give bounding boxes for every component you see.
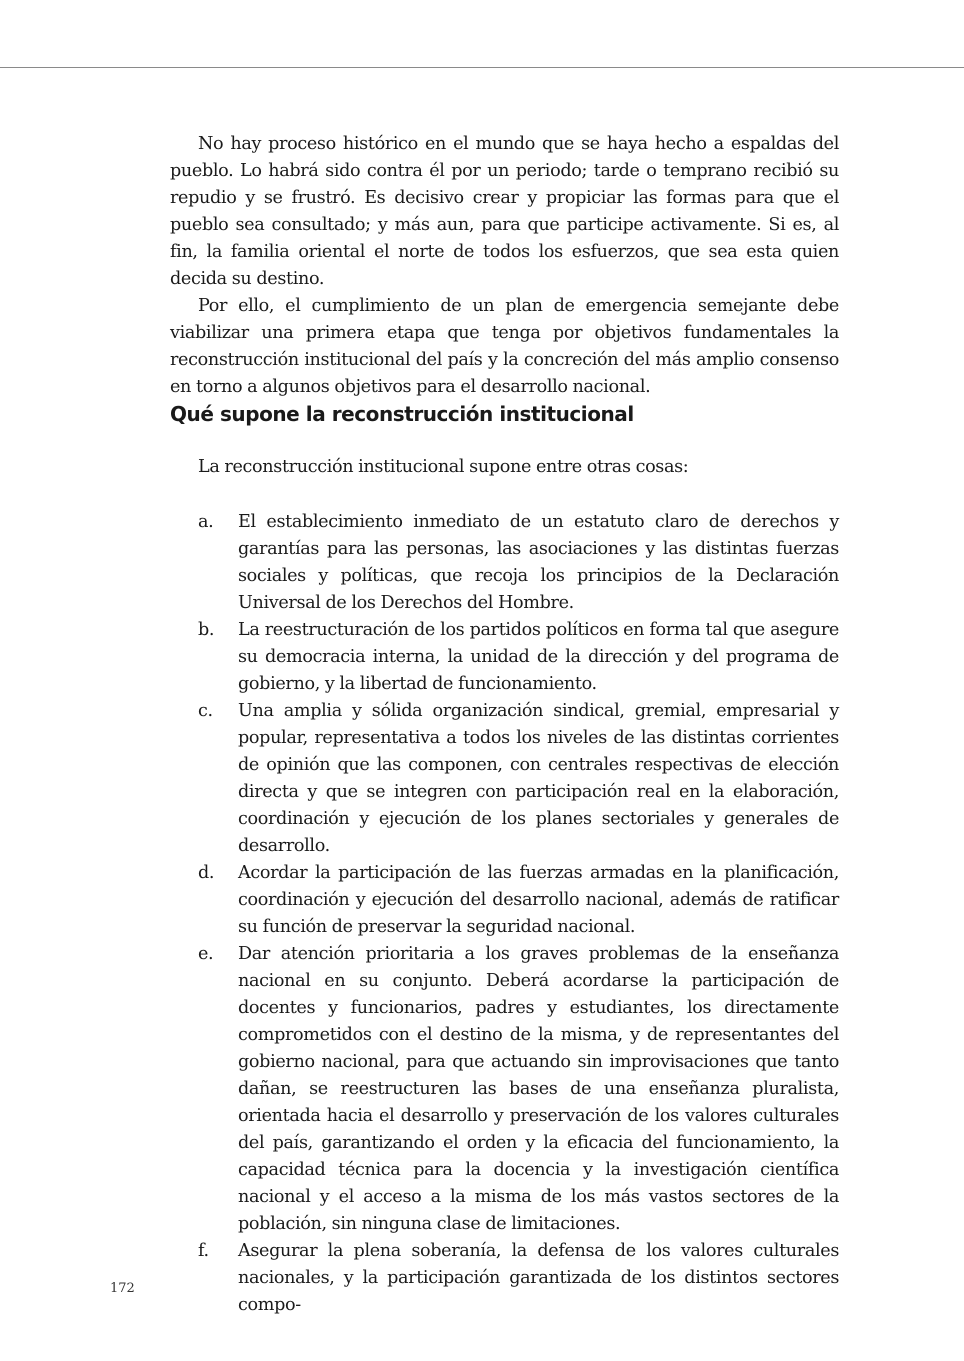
lettered-list [198, 509, 839, 1319]
list-item-marker: c. [198, 701, 213, 721]
intro-paragraph-2: Por ello, el cumplimiento de un plan de emergencia semejante debe viabilizar una primera etapa que tenga por objetivos fundamentales la reconstrucción institucional del país y la concreción del más amplio consenso en torno a algunos objetivos para el desarrollo nacional. [170, 296, 839, 397]
list-intro: La reconstrucción institucional supone entre otras cosas: [198, 457, 689, 477]
list-item [198, 509, 839, 617]
section-heading: Qué supone la reconstrucción institucional [170, 402, 634, 426]
intro-paragraph-1: No hay proceso histórico en el mundo que se haya hecho a espaldas del pueblo. Lo habrá sido contra él por un periodo; tarde o temprano recibió su repudio y se frustró. Es decisivo crear y propiciar las formas para que el pueblo sea consultado; y más aun, para que participe activamente. Si es, al fin, la familia oriental el norte de todos los esfuerzos, que sea esta quien decida su destino. [170, 134, 839, 289]
list-item-text: Dar atención prioritaria a los graves problemas de la enseñanza nacional en su conjunto. Deberá acordarse la participación de docentes y funcionarios, padres y estudiantes, los directamente comprometidos con el destino de la misma, y de representantes del gobierno nacional, para que actuando sin improvisaciones que tanto dañan, se reestructuren las bases de una enseñanza pluralista, orientada hacia el desarrollo y preservación de los valores culturales del país, garantizando el orden y la eficacia del funcionamiento, la capacidad técnica para la docencia y la investigación científica nacional y el acceso a la misma de los más vastos sectores de la población, sin ninguna clase de limitaciones. [238, 944, 839, 1234]
list-item [198, 698, 839, 860]
list-item-marker: d. [198, 863, 215, 883]
list-item [198, 860, 839, 941]
list-item-marker: b. [198, 620, 215, 640]
list-item-text: La reestructuración de los partidos políticos en forma tal que asegure su democracia interna, la unidad de la dirección y del programa de gobierno, y la libertad de funcionamiento. [238, 620, 839, 694]
list-item [198, 617, 839, 698]
intro-text [170, 131, 839, 401]
list-item-text: Asegurar la plena soberanía, la defensa de los valores culturales nacionales, y la participación garantizada de los distintos sectores compo- [238, 1241, 839, 1315]
list-item [198, 1238, 839, 1319]
list-item [198, 941, 839, 1238]
top-rule [0, 67, 964, 68]
list-item-text: Acordar la participación de las fuerzas armadas en la planificación, coordinación y ejecución del desarrollo nacional, además de ratificar su función de preservar la seguridad nacional. [238, 863, 839, 937]
list-item-text: El establecimiento inmediato de un estatuto claro de derechos y garantías para las personas, las asociaciones y las distintas fuerzas sociales y políticas, que recoja los principios de la Declaración Universal de los Derechos del Hombre. [238, 512, 839, 613]
list-item-marker: f. [198, 1241, 209, 1261]
page-number: 172 [110, 1281, 135, 1296]
list-item-marker: a. [198, 512, 214, 532]
list-item-text: Una amplia y sólida organización sindical, gremial, empresarial y popular, representativa a todos los niveles de las distintas corrientes de opinión que las componen, con centrales respectivas de elección directa y que se integren con participación real en la elaboración, coordinación y ejecución de los planes sectoriales y generales de desarrollo. [238, 701, 839, 856]
list-item-marker: e. [198, 944, 214, 964]
